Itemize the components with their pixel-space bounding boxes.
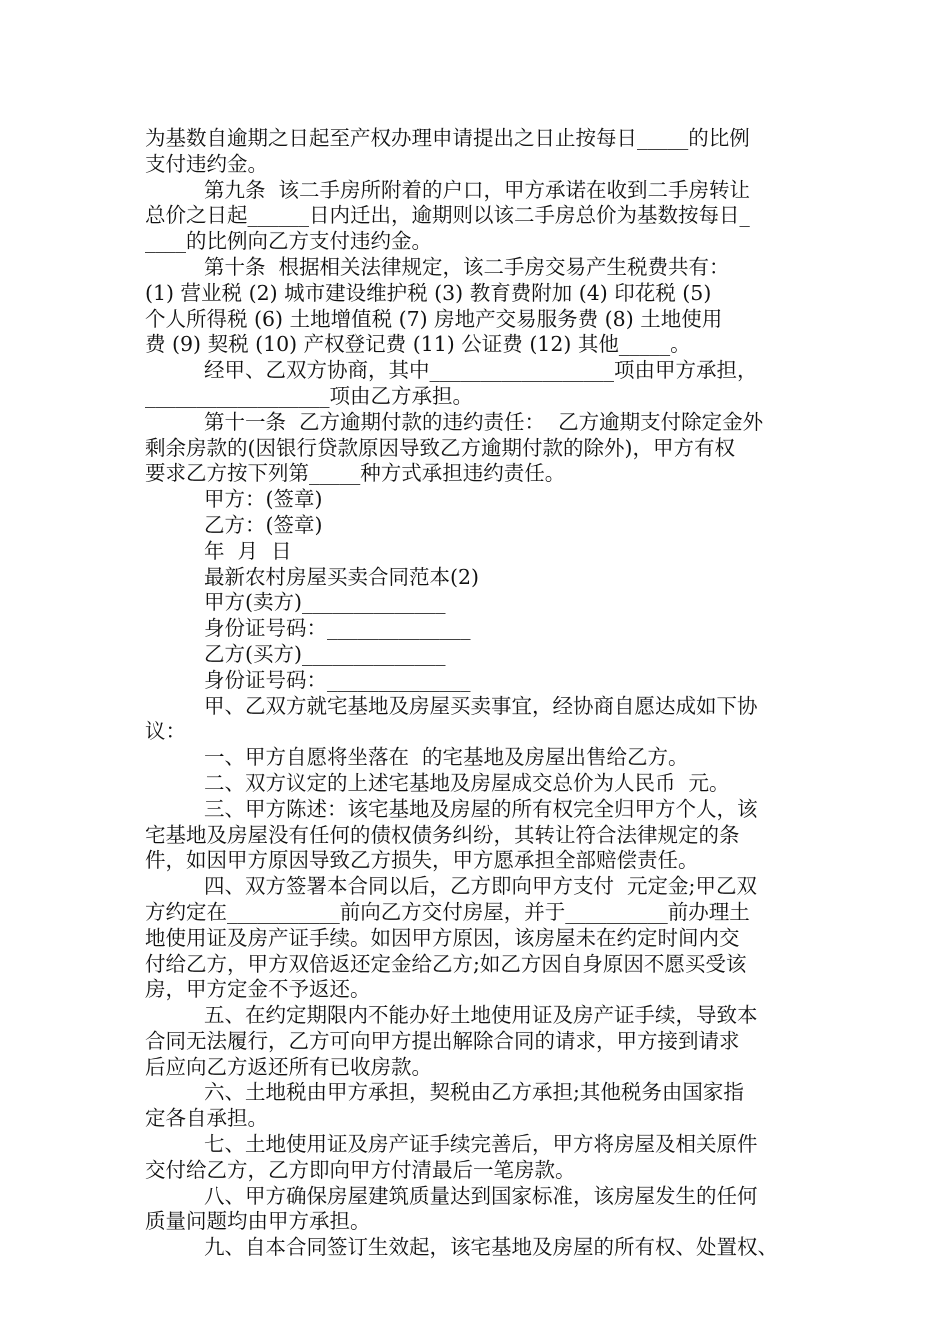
- document-line: 二、双方议定的上述宅基地及房屋成交总价为人民币 元。: [204, 770, 730, 795]
- document-page: [145, 126, 815, 1261]
- document-line: __________________项由乙方承担。: [145, 383, 473, 408]
- document-line: ____的比例向乙方支付违约金。: [145, 229, 432, 254]
- document-line: 后应向乙方返还所有已收房款。: [145, 1054, 432, 1079]
- document-line: 剩余房款的(因银行贷款原因导致乙方逾期付款的除外)，甲方有权: [145, 435, 735, 460]
- document-line: 甲、乙双方就宅基地及房屋买卖事宜，经协商自愿达成如下协: [204, 693, 758, 718]
- document-line: 六、土地税由甲方承担，契税由乙方承担;其他税务由国家指: [204, 1080, 744, 1105]
- document-line: 身份证号码：______________: [204, 616, 471, 641]
- document-line: 个人所得税 (6) 土地增值税 (7) 房地产交易服务费 (8) 土地使用: [145, 306, 723, 331]
- document-line: 三、甲方陈述：该宅基地及房屋的所有权完全归甲方个人，该: [204, 796, 758, 821]
- document-line: 九、自本合同签订生效起，该宅基地及房屋的所有权、处置权、: [204, 1235, 778, 1260]
- document-line: 宅基地及房屋没有任何的债权债务纠纷，其转让符合法律规定的条: [145, 822, 740, 847]
- document-line: 要求乙方按下列第_____种方式承担违约责任。: [145, 461, 566, 486]
- document-line: 房，甲方定金不予返还。: [145, 977, 371, 1002]
- document-line: 年 月 日: [204, 538, 292, 563]
- document-line: 乙方：(签章): [204, 512, 323, 537]
- document-line: 甲方(卖方)______________: [204, 590, 446, 615]
- document-line: 最新农村房屋买卖合同范本(2): [204, 564, 480, 589]
- document-line: 乙方(买方)______________: [204, 641, 446, 666]
- document-line: 费 (9) 契税 (10) 产权登记费 (11) 公证费 (12) 其他_____。: [145, 332, 691, 357]
- document-line: 地使用证及房产证手续。如因甲方原因，该房屋未在约定时间内交: [145, 925, 740, 950]
- document-line: 定各自承担。: [145, 1106, 268, 1131]
- document-line: 为基数自逾期之日起至产权办理申请提出之日止按每日_____的比例: [145, 126, 750, 150]
- document-line: 件，如因甲方原因导致乙方损失，甲方愿承担全部赔偿责任。: [145, 848, 699, 873]
- document-line: 八、甲方确保房屋建筑质量达到国家标准，该房屋发生的任何: [204, 1183, 758, 1208]
- document-line: 合同无法履行，乙方可向甲方提出解除合同的请求，甲方接到请求: [145, 1028, 740, 1053]
- document-line: 一、甲方自愿将坐落在 的宅基地及房屋出售给乙方。: [204, 745, 689, 770]
- document-line: 经甲、乙双方协商，其中__________________项由甲方承担，: [204, 358, 758, 383]
- document-line: 议：: [145, 719, 186, 744]
- document-line: 四、双方签署本合同以后，乙方即向甲方支付 元定金;甲乙双: [204, 874, 757, 899]
- document-line: 付给乙方，甲方双倍返还定金给乙方;如乙方因自身原因不愿买受该: [145, 951, 747, 976]
- document-line: 质量问题均由甲方承担。: [145, 1209, 371, 1234]
- document-line: 第十条 根据相关法律规定，该二手房交易产生税费共有：: [204, 254, 730, 279]
- document-line: 总价之日起______日内迁出，逾期则以该二手房总价为基数按每日_: [145, 203, 750, 228]
- document-line: 方约定在___________前向乙方交付房屋，并于__________前办理土: [145, 899, 750, 924]
- document-line: 身份证号码：______________: [204, 667, 471, 692]
- document-line: (1) 营业税 (2) 城市建设维护税 (3) 教育费附加 (4) 印花税 (5): [145, 280, 712, 305]
- document-line: 第十一条 乙方逾期付款的违约责任： 乙方逾期支付除定金外: [204, 409, 764, 434]
- document-line: 支付违约金。: [145, 151, 268, 176]
- document-line: 甲方：(签章): [204, 487, 323, 512]
- document-line: 七、土地使用证及房产证手续完善后，甲方将房屋及相关原件: [204, 1132, 758, 1157]
- document-line: 第九条 该二手房所附着的户口，甲方承诺在收到二手房转让: [204, 177, 751, 202]
- document-line: 五、在约定期限内不能办好土地使用证及房产证手续，导致本: [204, 1003, 758, 1028]
- document-line: 交付给乙方，乙方即向甲方付清最后一笔房款。: [145, 1157, 576, 1182]
